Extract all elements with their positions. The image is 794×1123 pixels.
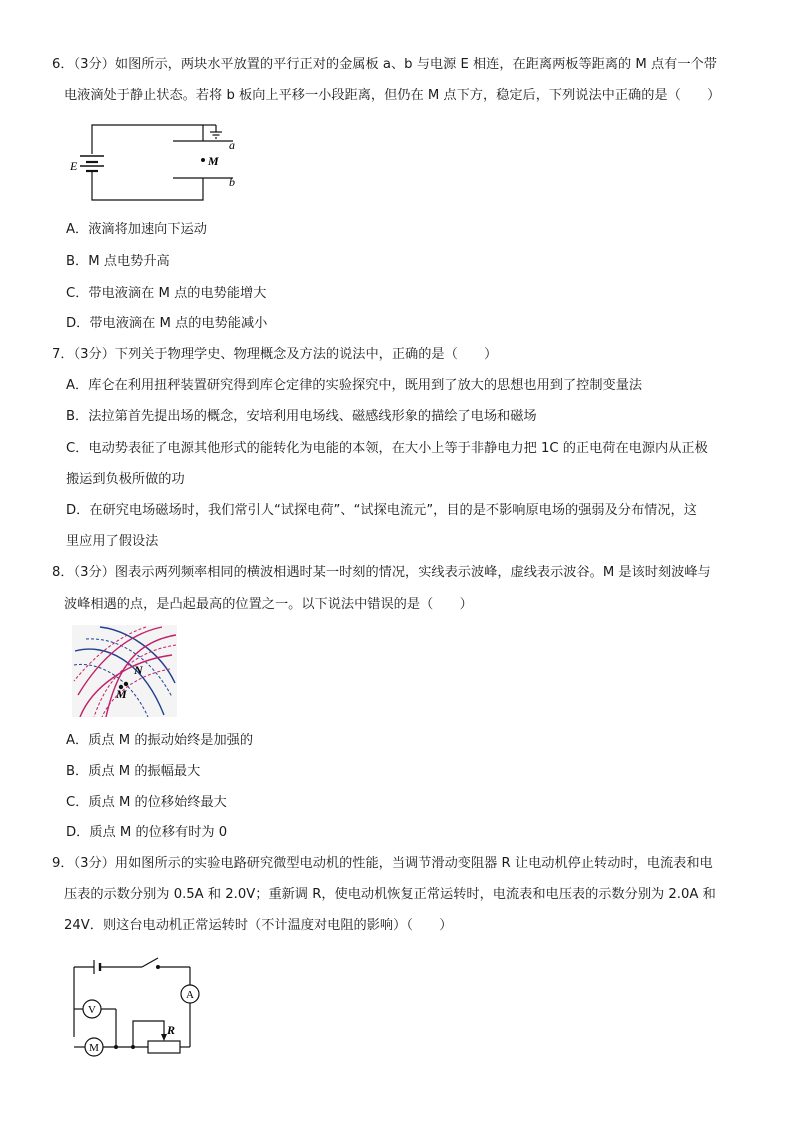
q7-option-b: B．法拉第首先提出场的概念，安培利用电场线、磁感线形象的描绘了电场和磁场: [66, 409, 537, 424]
q6-stem-line-2: 电液滴处于静止状态。若将 b 板向上平移一小段距离，但仍在 M 点下方，稳定后，下列说法中正确的是（ ）: [64, 88, 721, 103]
label-b: b: [229, 175, 235, 189]
label-v: V: [88, 1004, 96, 1016]
q7-option-d-line-1: D．在研究电场磁场时，我们常引人“试探电荷”、“试探电流元”，目的是不影响原电场的强弱及分布情况，这: [66, 503, 697, 518]
q9-motor-circuit-figure: [66, 952, 216, 1062]
q6-option-d: D．带电液滴在 M 点的电势能减小: [66, 316, 268, 331]
q8-option-b: B．质点 M 的振幅最大: [66, 764, 201, 779]
label-a: A: [186, 989, 194, 1001]
label-n: N: [134, 663, 143, 677]
q6-stem-line-1: 6．（3分）如图所示，两块水平放置的平行正对的金属板 a、b 与电源 E 相连，在距离两板等距离的 M 点有一个带: [52, 57, 717, 72]
q6-option-c: C．带电液滴在 M 点的电势能增大: [66, 286, 267, 301]
label-m: M: [89, 1042, 99, 1054]
q6-capacitor-circuit-figure: [66, 118, 256, 208]
q8-option-a: A．质点 M 的振动始终是加强的: [66, 733, 254, 748]
q7-option-d-line-2: 里应用了假设法: [66, 534, 159, 549]
point-n-dot: [124, 682, 128, 686]
q7-option-a: A．库仑在利用扭秤装置研究得到库仑定律的实验探究中，既用到了放大的思想也用到了控制变量法: [66, 378, 643, 393]
q6-option-a: A．液滴将加速向下运动: [66, 222, 207, 237]
q9-stem-line-1: 9．（3分）用如图所示的实验电路研究微型电动机的性能，当调节滑动变阻器 R 让电动机停止转动时，电流表和电: [52, 856, 713, 871]
label-r: R: [167, 1023, 176, 1037]
q8-stem-line-2: 波峰相遇的点，是凸起最高的位置之一。以下说法中错误的是（ ）: [64, 597, 473, 612]
q8-stem-line-1: 8．（3分）图表示两列频率相同的横波相遇时某一时刻的情况，实线表示波峰，虚线表示波谷。M 是该时刻波峰与: [52, 565, 711, 580]
q9-stem-line-3: 24V．则这台电动机正常运转时（不计温度对电阻的影响）（ ）: [64, 918, 453, 933]
q7-stem: 7．（3分）下列关于物理学史、物理概念及方法的说法中，正确的是（ ）: [52, 347, 498, 362]
label-m: M: [116, 687, 127, 701]
q7-option-c-line-1: C．电动势表征了电源其他形式的能转化为电能的本领，在大小上等于非静电力把 1C 的正电荷在电源内从正极: [66, 441, 708, 456]
q8-option-d: D．质点 M 的位移有时为 0: [66, 825, 228, 840]
point-m-dot: [201, 158, 205, 162]
label-a: a: [229, 138, 235, 152]
label-m: M: [208, 154, 219, 168]
q9-stem-line-2: 压表的示数分别为 0.5A 和 2.0V；重新调 R，使电动机恢复正常运转时，电流表和电压表的示数分别为 2.0A 和: [64, 887, 716, 902]
q7-option-c-line-2: 搬运到负极所做的功: [66, 472, 185, 487]
q8-option-c: C．质点 M 的位移始终最大: [66, 795, 227, 810]
label-e: E: [70, 159, 78, 173]
q8-wave-interference-figure: [72, 625, 177, 717]
q6-option-b: B．M 点电势升高: [66, 254, 170, 269]
